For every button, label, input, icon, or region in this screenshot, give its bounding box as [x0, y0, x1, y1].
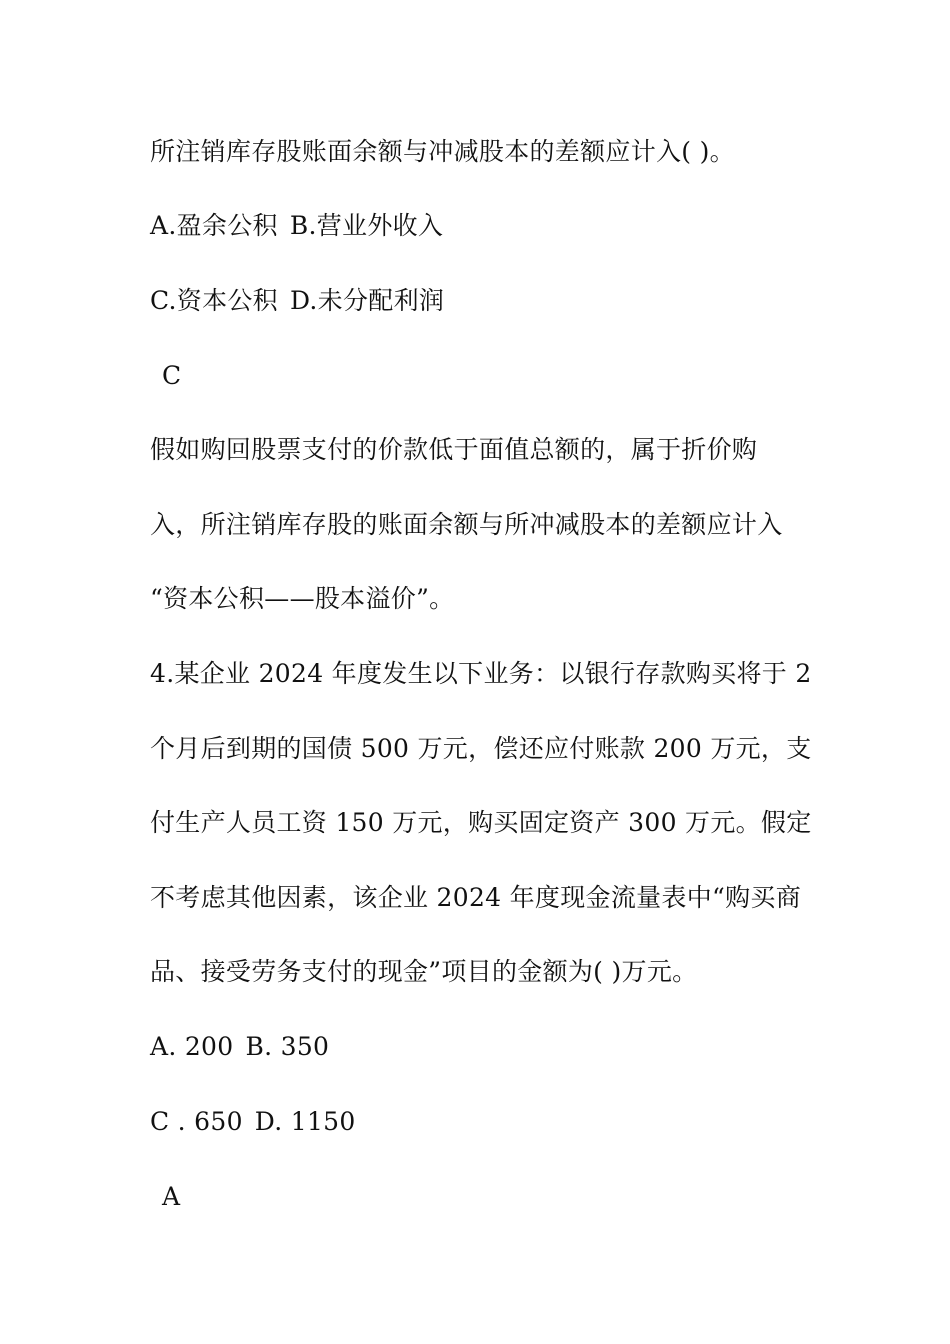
question-line-1: 4.某企业 2024 年度发生以下业务：以银行存款购买将于 2: [150, 659, 812, 688]
answer: A: [162, 1182, 181, 1211]
question-stem-continuation: 所注销库存股账面余额与冲减股本的差额应计入( )。: [150, 137, 735, 166]
explanation-line-3: “资本公积——股本溢价”。: [150, 584, 455, 613]
answer: C: [162, 361, 182, 390]
question-line-5: 品、接受劳务支付的现金”项目的金额为( )万元。: [150, 957, 698, 986]
question-line-4: 不考虑其他因素，该企业 2024 年度现金流量表中“购买商: [150, 883, 801, 912]
options-row-ab: [150, 210, 443, 242]
option-b: B. 350: [245, 1032, 330, 1061]
option-a: A. 200: [150, 1032, 234, 1061]
option-d: D.未分配利润: [289, 286, 445, 315]
explanation-line-1: 假如购回股票支付的价款低于面值总额的，属于折价购: [150, 435, 758, 464]
options-row-cd: [150, 285, 444, 317]
option-d: D. 1150: [254, 1107, 356, 1136]
option-c: C.资本公积: [150, 286, 278, 315]
option-c: C . 650: [150, 1107, 243, 1136]
option-a: A.盈余公积: [150, 211, 278, 240]
options-row-ab: [150, 1031, 329, 1063]
explanation-line-2: 入，所注销库存股的账面余额与所冲减股本的差额应计入: [150, 510, 783, 539]
question-line-3: 付生产人员工资 150 万元，购买固定资产 300 万元。假定: [150, 808, 812, 837]
question-line-2: 个月后到期的国债 500 万元，偿还应付账款 200 万元，支: [150, 734, 812, 763]
option-b: B.营业外收入: [289, 211, 444, 240]
options-row-cd: [150, 1106, 356, 1138]
